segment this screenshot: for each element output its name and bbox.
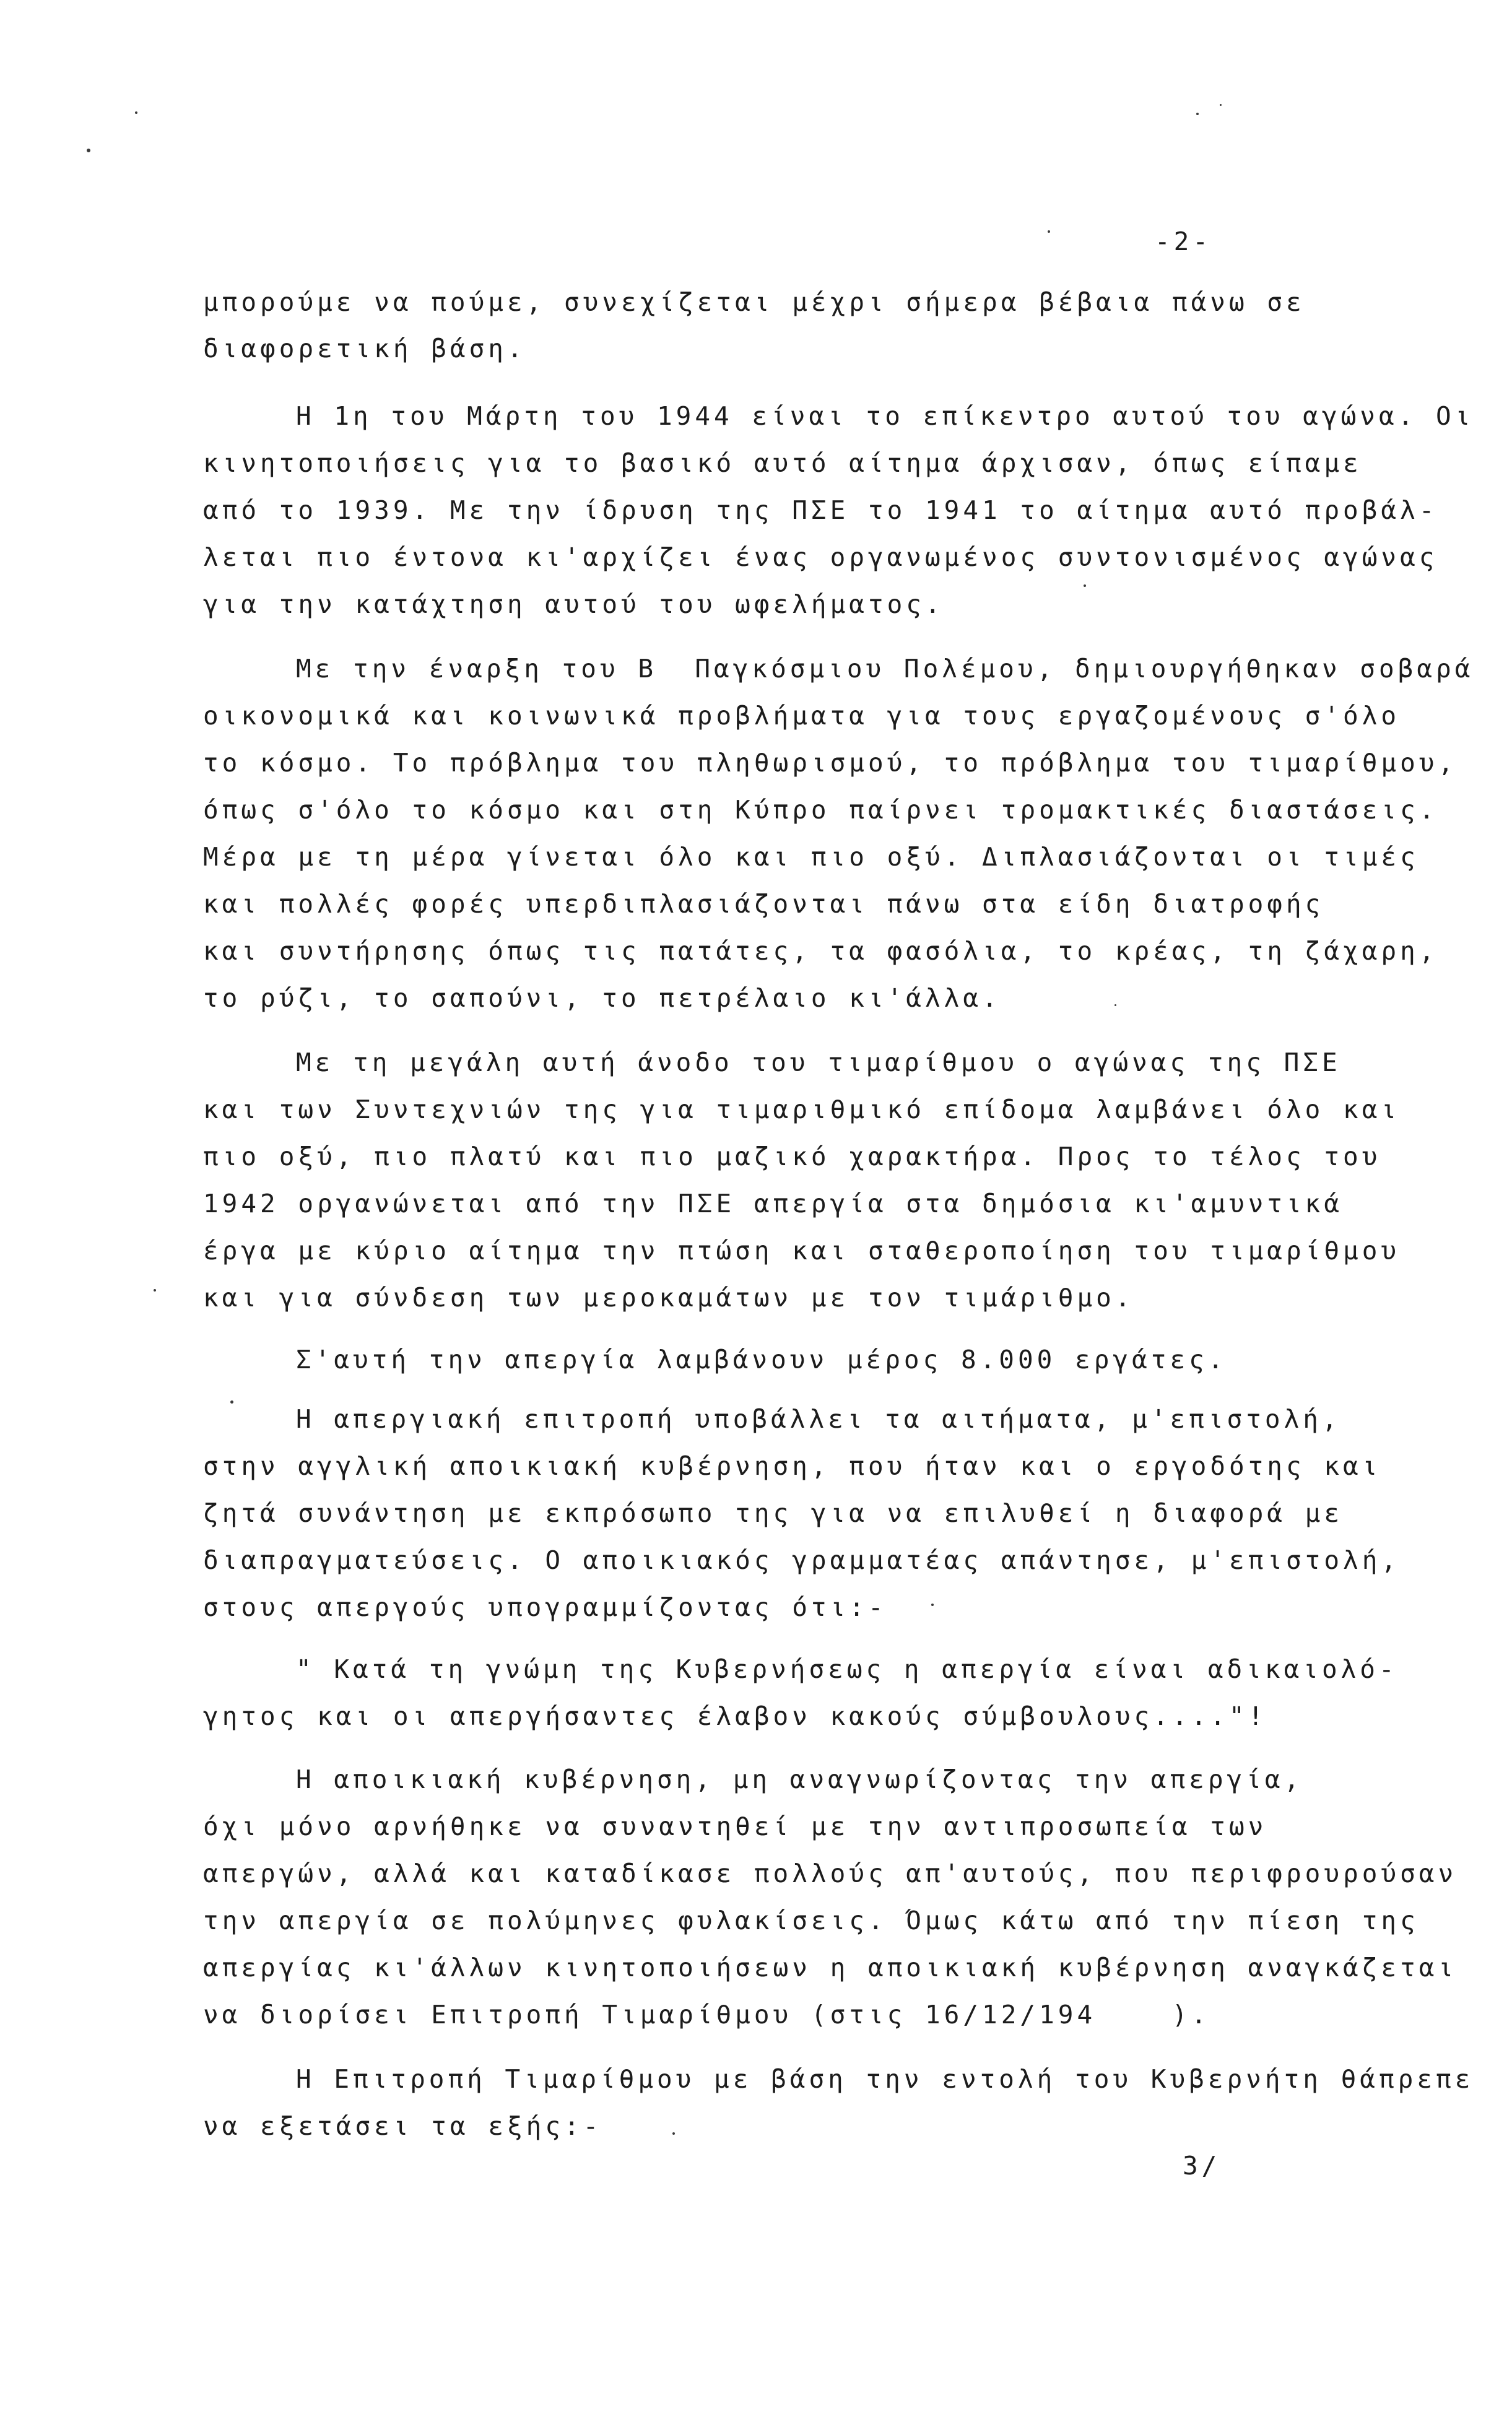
text-line: όχι μόνο αρνήθηκε να συναντηθεί με την αντιπροσωπεία των xyxy=(203,1812,1267,1841)
scan-speck xyxy=(1220,104,1222,106)
text-line: το κόσμο. Το πρόβλημα του πληθωρισμού, το πρόβλημα του τιμαρίθμου, xyxy=(203,748,1458,778)
text-line: κινητοποιήσεις για το βασικό αυτό αίτημα άρχισαν, όπως είπαμε xyxy=(203,448,1362,478)
text-line: γητος και οι απεργήσαντες έλαβον κακούς σύμβουλους...."! xyxy=(203,1701,1267,1731)
page-continuation-marker: 3/ xyxy=(1183,2151,1221,2181)
text-line: Η 1η του Μάρτη του 1944 είναι το επίκεντρο αυτού του αγώνα. Οι xyxy=(296,401,1474,431)
text-line: " Κατά τη γνώμη της Κυβερνήσεως η απεργία είναι αδικαιολό- xyxy=(296,1654,1398,1684)
scan-speck xyxy=(135,111,137,114)
scan-speck xyxy=(1048,230,1050,233)
text-line: 1942 οργανώνεται από την ΠΣΕ απεργία στα δημόσια κι'αμυντικά xyxy=(203,1189,1344,1218)
text-line: Με την έναρξη του Β Παγκόσμιου Πολέμου, δημιουργήθηκαν σοβαρά xyxy=(296,654,1474,684)
text-line: να διορίσει Επιτροπή Τιμαρίθμου (στις 16/12/194 ). xyxy=(203,2000,1210,2030)
text-line: και πολλές φορές υπερδιπλασιάζονται πάνω στα είδη διατροφής xyxy=(203,889,1324,919)
text-line: να εξετάσει τα εξής:- xyxy=(203,2111,602,2141)
text-line: Η αποικιακή κυβέρνηση, μη αναγνωρίζοντας την απεργία, xyxy=(296,1765,1303,1794)
text-line: όπως σ'όλο το κόσμο και στη Κύπρο παίρνει τρομακτικές διαστάσεις. xyxy=(203,795,1438,825)
text-line: έργα με κύριο αίτημα την πτώση και σταθεροποίηση του τιμαρίθμου xyxy=(203,1236,1401,1266)
scan-speck xyxy=(672,2132,675,2135)
text-line: οικονομικά και κοινωνικά προβλήματα για τους εργαζομένους σ'όλο xyxy=(203,701,1401,731)
text-line: Μέρα με τη μέρα γίνεται όλο και πιο οξύ. Διπλασιάζονται οι τιμές xyxy=(203,842,1419,872)
text-line: για την κατάχτηση αυτού του ωφελήματος. xyxy=(203,589,944,619)
text-line: την απεργία σε πολύμηνες φυλακίσεις. Όμως κάτω από την πίεση της xyxy=(203,1906,1419,1935)
text-line: ζητά συνάντηση με εκπρόσωπο της για να επιλυθεί η διαφορά με xyxy=(203,1498,1344,1528)
text-line: μπορούμε να πούμε, συνεχίζεται μέχρι σήμερα βέβαια πάνω σε xyxy=(203,287,1305,317)
text-line: στους απεργούς υπογραμμίζοντας ότι:- xyxy=(203,1592,887,1622)
text-line: λεται πιο έντονα κι'αρχίζει ένας οργανωμένος συντονισμένος αγώνας xyxy=(203,542,1438,572)
text-line: πιο οξύ, πιο πλατύ και πιο μαζικό χαρακτήρα. Προς το τέλος του xyxy=(203,1142,1381,1171)
text-line: και συντήρησης όπως τις πατάτες, τα φασόλια, το κρέας, τη ζάχαρη, xyxy=(203,936,1438,966)
text-line: Η απεργιακή επιτροπή υποβάλλει τα αιτήματα, μ'επιστολή, xyxy=(296,1404,1341,1434)
text-line: διαφορετική βάση. xyxy=(203,334,526,363)
text-line: Σ'αυτή την απεργία λαμβάνουν μέρος 8.000 εργάτες. xyxy=(296,1345,1227,1374)
text-line: από το 1939. Με την ίδρυση της ΠΣΕ το 1941 το αίτημα αυτό προβάλ- xyxy=(203,495,1438,525)
text-line: και των Συντεχνιών της για τιμαριθμικό επίδομα λαμβάνει όλο και xyxy=(203,1095,1401,1124)
text-line: διαπραγματεύσεις. Ο αποικιακός γραμματέας απάντησε, μ'επιστολή, xyxy=(203,1545,1401,1575)
text-line: Με τη μεγάλη αυτή άνοδο του τιμαρίθμου ο αγώνας της ΠΣΕ xyxy=(296,1048,1341,1077)
text-line: στην αγγλική αποικιακή κυβέρνηση, που ήταν και ο εργοδότης και xyxy=(203,1451,1381,1481)
scan-speck xyxy=(87,149,90,152)
page-number: -2- xyxy=(1155,227,1212,256)
text-line: απεργών, αλλά και καταδίκασε πολλούς απ'αυτούς, που περιφρουρούσαν xyxy=(203,1859,1458,1888)
text-line: απεργίας κι'άλλων κινητοποιήσεων η αποικιακή κυβέρνηση αναγκάζεται xyxy=(203,1953,1458,1982)
scan-speck xyxy=(230,1400,233,1404)
text-line: το ρύζι, το σαπούνι, το πετρέλαιο κι'άλλα. xyxy=(203,983,1001,1013)
scan-speck xyxy=(154,1289,156,1292)
text-line: Η Επιτροπή Τιμαρίθμου με βάση την εντολή του Κυβερνήτη θάπρεπε xyxy=(296,2064,1474,2094)
scan-speck xyxy=(1196,113,1199,115)
scan-speck xyxy=(1114,1004,1116,1006)
scan-speck xyxy=(931,1604,934,1606)
scan-speck xyxy=(1084,584,1086,587)
text-line: και για σύνδεση των μεροκαμάτων με τον τιμάριθμο. xyxy=(203,1283,1134,1313)
